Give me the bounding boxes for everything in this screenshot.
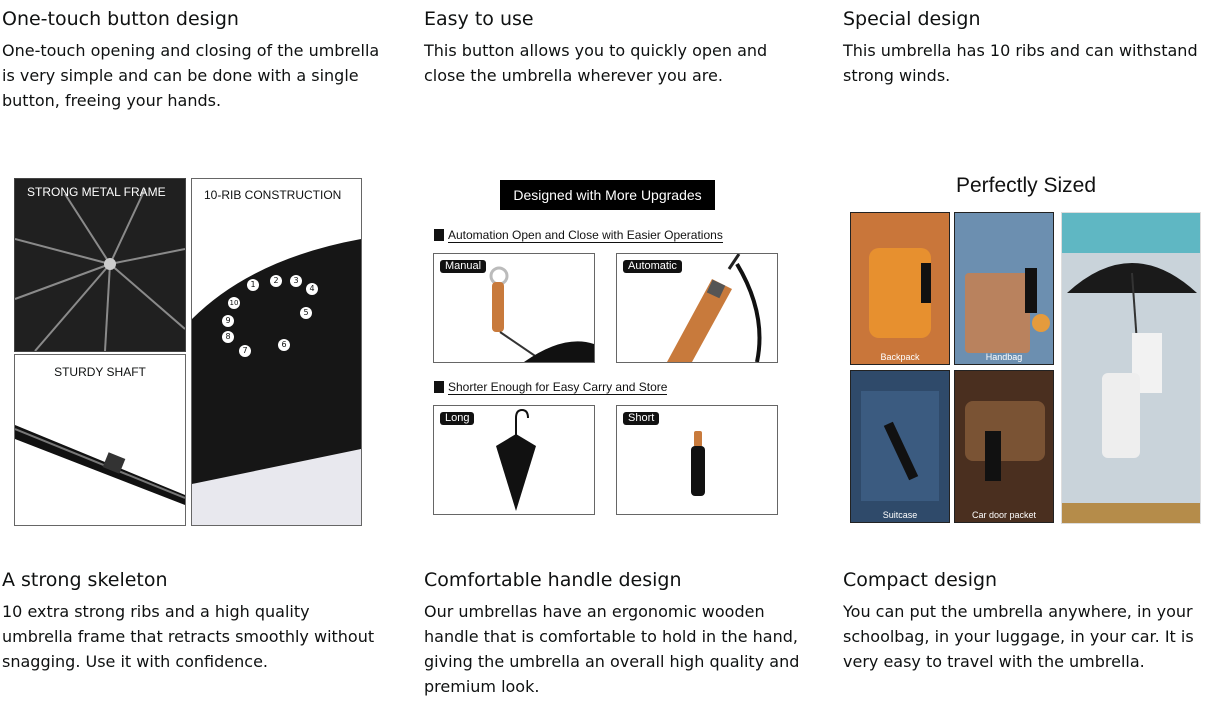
rib-number: 1 — [247, 279, 259, 291]
feature-description: This button allows you to quickly open and close the umbrella wherever you are. — [424, 41, 768, 85]
feature-title: Easy to use — [424, 8, 534, 30]
feature-title: Special design — [843, 8, 981, 30]
shaft-label: STURDY SHAFT — [54, 365, 146, 379]
suitcase-icon — [851, 371, 949, 522]
umbrella-underside-icon — [15, 179, 185, 351]
caption-backpack: Backpack — [880, 352, 920, 362]
product-image-frame — [14, 178, 362, 526]
ten-rib-photo — [191, 178, 362, 526]
long-panel — [433, 405, 595, 515]
metal-frame-label: STRONG METAL FRAME — [27, 185, 166, 199]
upgrades-banner: Designed with More Upgrades — [500, 180, 715, 210]
rib-number: 9 — [222, 315, 234, 327]
handbag-photo — [954, 212, 1054, 365]
section-carry — [434, 380, 667, 394]
feature-description: One-touch opening and closing of the umbrella is very simple and can be done with a single button, freeing your hands. — [2, 41, 380, 110]
square-bullet-icon — [434, 229, 444, 241]
woman-umbrella-photo — [1061, 212, 1201, 524]
backpack-photo — [850, 212, 950, 365]
rib-number: 7 — [239, 345, 251, 357]
shaft-photo — [14, 354, 186, 526]
feature-title: Compact design — [843, 569, 998, 591]
product-image-upgrades — [430, 178, 782, 526]
section-automation — [434, 228, 723, 242]
car-door-photo — [954, 370, 1054, 523]
feature-special-design — [843, 6, 1209, 88]
feature-description: 10 extra strong ribs and a high quality umbrella frame that retracts smoothly without snagging. Use it with confidence. — [2, 602, 375, 671]
metal-frame-photo — [14, 178, 186, 352]
product-image-sized — [850, 172, 1202, 524]
tag-long: Long — [440, 412, 474, 425]
sized-heading: Perfectly Sized — [955, 174, 1097, 197]
feature-title: A strong skeleton — [2, 569, 168, 591]
rib-number: 10 — [229, 299, 239, 307]
feature-title: One-touch button design — [2, 8, 239, 30]
rib-number: 3 — [290, 275, 302, 287]
feature-description: You can put the umbrella anywhere, in your schoolbag, in your luggage, in your car. It is very easy to travel with the umbrella. — [843, 602, 1194, 671]
rib-number: 6 — [278, 339, 290, 351]
manual-panel — [433, 253, 595, 363]
tag-automatic: Automatic — [623, 260, 682, 273]
tag-short: Short — [623, 412, 659, 425]
handbag-icon — [955, 213, 1053, 364]
car-door-icon — [955, 371, 1053, 522]
section-label: Shorter Enough for Easy Carry and Store — [448, 380, 668, 394]
feature-description: Our umbrellas have an ergonomic wooden handle that is comfortable to hold in the hand, giving the umbrella an overall high quality and premium look. — [424, 602, 800, 696]
rib-number: 2 — [270, 275, 282, 287]
woman-with-umbrella-icon — [1062, 213, 1200, 523]
short-panel — [616, 405, 778, 515]
rib-number: 4 — [306, 283, 318, 295]
feature-strong-skeleton — [2, 567, 382, 674]
feature-easy-to-use — [424, 6, 804, 88]
feature-one-touch — [2, 6, 382, 113]
umbrella-canopy-icon — [192, 179, 361, 525]
rib-number: 8 — [222, 331, 234, 343]
caption-car-door: Car door packet — [971, 510, 1037, 520]
automatic-panel — [616, 253, 778, 363]
feature-compact-design — [843, 567, 1209, 674]
suitcase-photo — [850, 370, 950, 523]
shaft-icon — [15, 355, 185, 525]
tag-manual: Manual — [440, 260, 486, 273]
caption-suitcase: Suitcase — [882, 510, 918, 520]
feature-comfortable-handle — [424, 567, 804, 699]
caption-handbag: Handbag — [985, 352, 1023, 362]
rib-number: 5 — [300, 307, 312, 319]
section-label: Automation Open and Close with Easier Operations — [448, 228, 723, 242]
square-bullet-icon — [434, 381, 444, 393]
backpack-icon — [851, 213, 949, 364]
feature-description: This umbrella has 10 ribs and can withstand strong winds. — [843, 41, 1198, 85]
feature-title: Comfortable handle design — [424, 569, 682, 591]
rib-label: 10-RIB CONSTRUCTION — [204, 188, 342, 202]
